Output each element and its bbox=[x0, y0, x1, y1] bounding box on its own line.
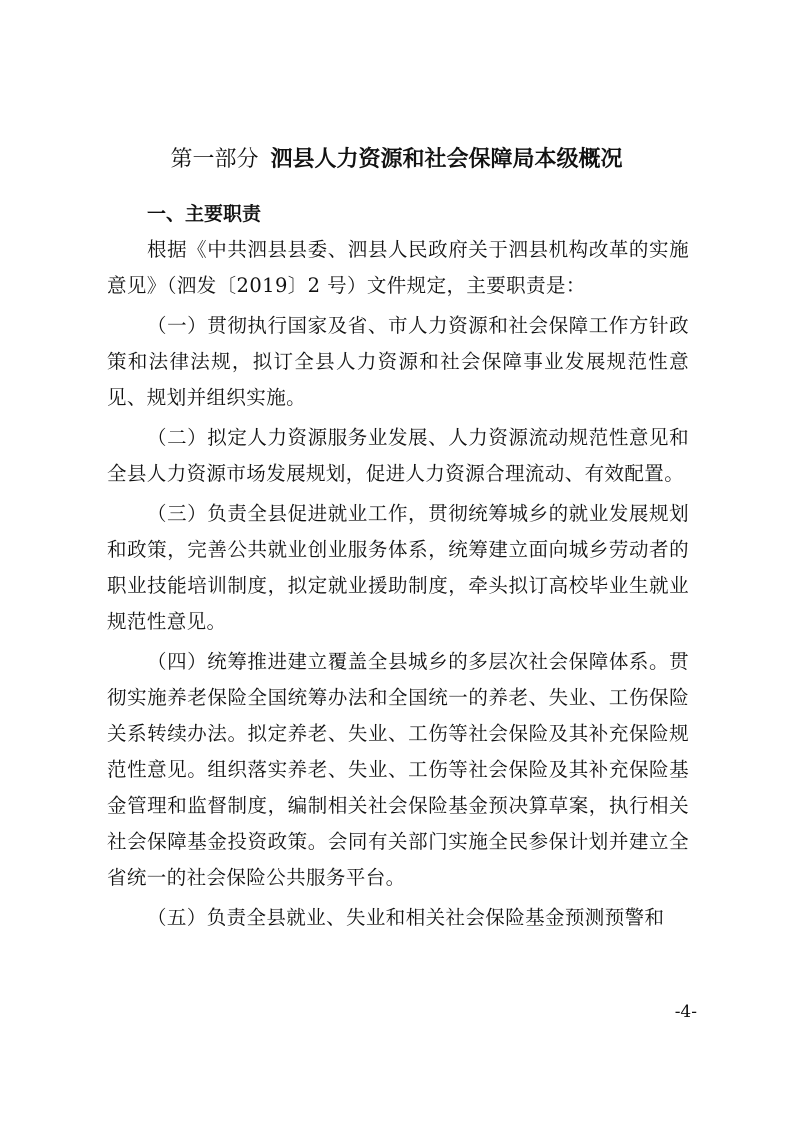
paragraph-duty-1: （一）贯彻执行国家及省、市人力资源和社会保障工作方针政策和法律法规，拟订全县人力资源和社会保障事业发展规范性意见、规划并组织实施。 bbox=[107, 314, 689, 409]
paragraph-intro: 根据《中共泗县县委、泗县人民政府关于泗县机构改革的实施意见》（泗发〔2019〕2 号）文件规定，主要职责是： bbox=[107, 238, 689, 297]
document-body bbox=[107, 196, 689, 936]
paragraph-duty-3: （三）负责全县促进就业工作，贯彻统筹城乡的就业发展规划和政策，完善公共就业创业服务体系，统筹建立面向城乡劳动者的职业技能培训制度，拟定就业援助制度，牵头拟订高校毕业生就业规范性意见。 bbox=[107, 502, 689, 633]
paragraph-duty-2: （二）拟定人力资源服务业发展、人力资源流动规范性意见和全县人力资源市场发展规划，促进人力资源合理流动、有效配置。 bbox=[107, 426, 689, 485]
section-heading: 一、主要职责 bbox=[147, 203, 262, 225]
title-main-text: 泗县人力资源和社会保障局本级概况 bbox=[270, 147, 623, 172]
paragraph-duty-5: （五）负责全县就业、失业和相关社会保险基金预测预警和 bbox=[147, 906, 665, 929]
page-title bbox=[0, 140, 793, 180]
paragraph-duty-4: （四）统筹推进建立覆盖全县城乡的多层次社会保障体系。贯彻实施养老保险全国统筹办法和全国统一的养老、失业、工伤保险关系转续办法。拟定养老、失业、工伤等社会保险及其补充保险规范性意见。组织落实养老、失业、工伤等社会保险及其补充保险基金管理和监督制度，编制相关社会保险基金预决算草案，执行相关社会保障基金投资政策。会同有关部门实施全民参保计划并建立全省统一的社会保险公共服务平台。 bbox=[107, 650, 689, 889]
title-part-label: 第一部分 bbox=[170, 147, 259, 172]
page-number: -4- bbox=[674, 1002, 697, 1022]
